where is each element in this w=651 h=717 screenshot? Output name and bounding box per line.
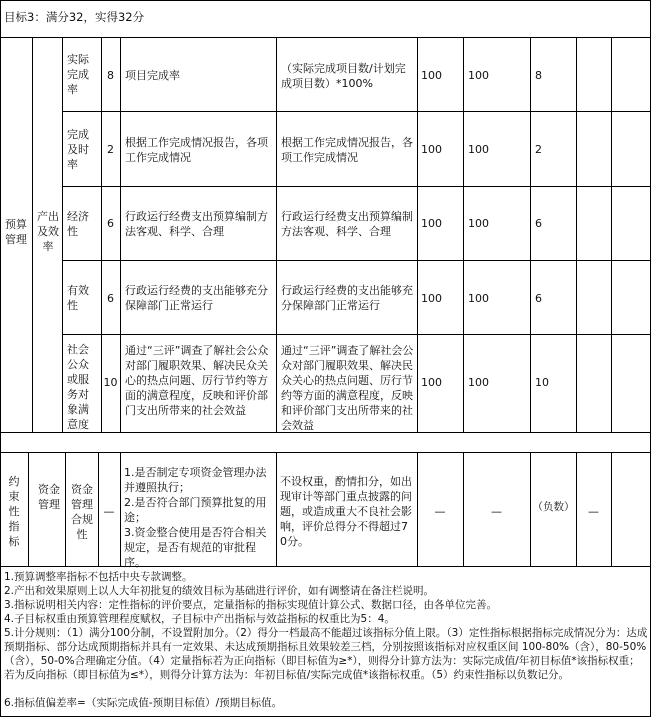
target-value: 100: [421, 143, 442, 156]
score-value: 10: [535, 376, 549, 389]
note-item: 6.指标值偏差率=（实际完成值-预期目标值）/预期目标值。: [4, 697, 283, 709]
constraint-description-line: 2.是否符合部门预算批复的用途；: [124, 496, 267, 524]
constraint-weight: —: [103, 505, 115, 518]
note-item: 5.计分规则：（1）满分100分制，不设置附加分。（2）得分一档最高不能超过该指标分值上限。（3）定性指标根据指标完成情况分为：达成预期指标、部分达成预期指标并具有一定效果、未达成预期指标且效果较差三档，分别按照该指标对应权重区间 100-80%（含），80-50%（含），50-0%合理确定分值。（4）定量指标若为正向指标（即目标值为≥*），则得分计算方法为：实际完成值/年初目标值*该指标权重；若为反向指标（即目标值为≤*），则得分计算方法为：年初目标值/实际完成值*该指标权重。（5）约束性指标以负数记分。: [4, 627, 648, 681]
indicator-description: 行政运行经费支出预算编制方法客观、科学、合理: [125, 210, 268, 238]
indicator-standard: 通过“三评”调查了解社会公众对部门履职效果、解决民众关心的热点问题、厉行节约等方面的满意程度，反映和评价部门支出所带来的社会效益: [281, 344, 414, 432]
indicator-standard: 行政运行经费支出预算编制方法客观、科学、合理: [281, 210, 413, 238]
constraint-extra: —: [588, 505, 599, 518]
score-value: 8: [535, 69, 542, 82]
actual-value: 100: [468, 292, 489, 305]
note-item: 1.预算调整率指标不包括中央专款调整。: [4, 571, 193, 583]
indicator-weight: 6: [107, 217, 114, 230]
constraint-category: 约束性指标: [8, 475, 20, 548]
indicator-name: 实际完成率: [67, 53, 89, 96]
actual-value: 100: [468, 217, 489, 230]
indicator-name: 经济性: [67, 210, 89, 238]
actual-value: 100: [468, 376, 489, 389]
indicator-description: 项目完成率: [125, 69, 180, 82]
constraint-actual: —: [491, 505, 502, 518]
score-value: 2: [535, 143, 542, 156]
actual-value: 100: [468, 69, 489, 82]
indicator-name: 完成及时率: [67, 128, 89, 171]
constraint-standard: 不设权重，酌情扣分，如出现审计等部门重点披露的问题，或造成重大不良社会影响，评价总得分不得超过70分。: [280, 475, 412, 548]
target-value: 100: [421, 69, 442, 82]
indicator-name: 社会公众或服务对象满意度: [67, 343, 89, 431]
constraint-score: （负数）: [532, 501, 575, 513]
note-item: 3.指标说明相关内容：定性指标的评价要点，定量指标的指标实现值计算公式、数据口径，由各单位完善。: [4, 599, 498, 611]
note-item: 2.产出和效果原则上以人大年初批复的绩效目标为基础进行评价，如有调整请在备注栏说明。: [4, 585, 435, 597]
constraint-target: —: [434, 505, 446, 518]
indicator-name: 有效性: [67, 284, 89, 312]
category-label: 预算管理: [5, 218, 27, 246]
constraint-description: [124, 465, 274, 570]
section-header: 目标3：满分32，实得32分: [4, 10, 145, 24]
note-item: 4.子目标权重由预算管理程度赋权，子目标中产出指标与效益指标的权重比为5：4。: [4, 613, 395, 625]
indicator-standard: 行政运行经费的支出能够充分保障部门正常运行: [281, 284, 413, 312]
indicator-weight: 2: [107, 143, 114, 156]
indicator-weight: 8: [107, 69, 114, 82]
constraint-description-line: 1.是否制定专项资金管理办法并遵照执行；: [124, 466, 267, 494]
target-value: 100: [421, 376, 442, 389]
constraint-name: 资金管理合规性: [71, 483, 93, 541]
indicator-weight: 6: [107, 292, 114, 305]
indicator-description: 根据工作完成情况报告，各项工作完成情况: [125, 136, 268, 164]
indicator-weight: 10: [103, 376, 118, 389]
score-value: 6: [535, 292, 542, 305]
score-value: 6: [535, 217, 542, 230]
actual-value: 100: [468, 143, 489, 156]
indicator-standard: （实际完成项目数/计划完成项目数）*100%: [281, 62, 406, 90]
constraint-description-line: 3.资金整合使用是否符合相关规定，是否有规范的审批程序。: [124, 526, 267, 569]
indicator-description: 行政运行经费的支出能够充分保障部门正常运行: [125, 284, 268, 312]
constraint-subcategory: 资金管理: [38, 483, 60, 511]
subcategory-label: 产出及效率: [37, 210, 59, 253]
target-value: 100: [421, 217, 442, 230]
indicator-standard: 根据工作完成情况报告，各项工作完成情况: [281, 136, 413, 164]
target-value: 100: [421, 292, 442, 305]
indicator-description: 通过“三评”调查了解社会公众对部门履职效果、解决民众关心的热点问题、厉行节约等方面的满意程度，反映和评价部门支出所带来的社会效益: [125, 344, 269, 417]
